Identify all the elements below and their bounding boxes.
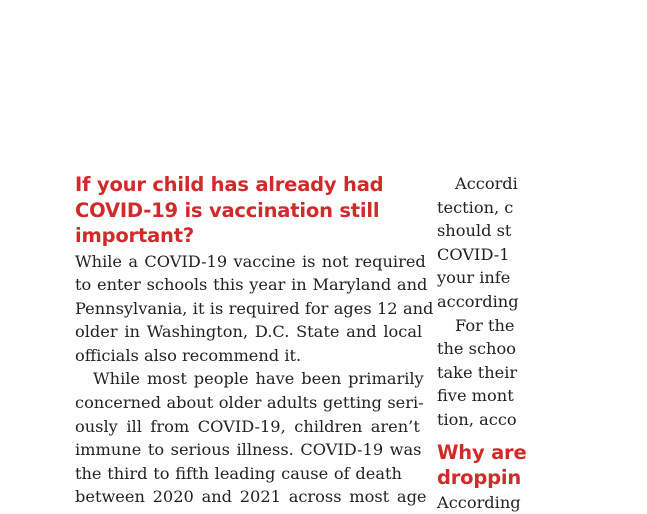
text-line: older in Washington, D.C. State and local <box>75 322 423 342</box>
text-line: tection, c <box>437 197 514 217</box>
body-paragraph <box>437 491 647 514</box>
text-line: For the <box>455 315 515 335</box>
text-line: your infe <box>437 268 511 288</box>
text-line: the third to fifth leading cause of death <box>75 463 402 483</box>
heading-line: If your child has already had <box>75 173 384 196</box>
text-line: ously ill from COVID-19, children aren’t <box>75 416 420 436</box>
body-paragraph <box>437 172 647 314</box>
body-paragraph <box>437 314 647 432</box>
section-heading <box>75 172 419 249</box>
text-line: tion, acco <box>437 409 517 429</box>
text-line: concerned about older adults getting seri- <box>75 393 424 413</box>
text-line: According <box>437 492 521 512</box>
text-line: immune to serious illness. COVID-19 was <box>75 440 422 460</box>
text-line: Accordi <box>455 174 518 193</box>
text-line: While a COVID-19 vaccine is not required <box>75 251 426 271</box>
text-line: COVID-1 <box>437 244 510 264</box>
body-paragraph <box>75 367 427 509</box>
heading-line: COVID-19 is vaccination still <box>75 198 380 222</box>
heading-line: Why are <box>437 440 527 464</box>
section-heading <box>437 440 647 491</box>
left-column <box>75 172 434 509</box>
heading-line: important? <box>75 224 194 247</box>
heading-line: droppin <box>437 466 522 490</box>
text-line: five mont <box>437 386 514 406</box>
text-line: to enter schools this year in Maryland and <box>75 275 428 295</box>
right-column <box>437 172 647 514</box>
text-line: according <box>437 291 519 311</box>
body-paragraph <box>75 250 434 368</box>
text-line: take their <box>437 362 518 382</box>
text-line: While most people have been primarily <box>93 369 424 389</box>
text-line: officials also recommend it. <box>75 345 302 365</box>
text-line: between 2020 and 2021 across most age <box>75 487 427 507</box>
text-line: the schoo <box>437 339 516 359</box>
text-line: Pennsylvania, it is required for ages 12 and <box>75 298 434 318</box>
text-line: should st <box>437 221 512 241</box>
